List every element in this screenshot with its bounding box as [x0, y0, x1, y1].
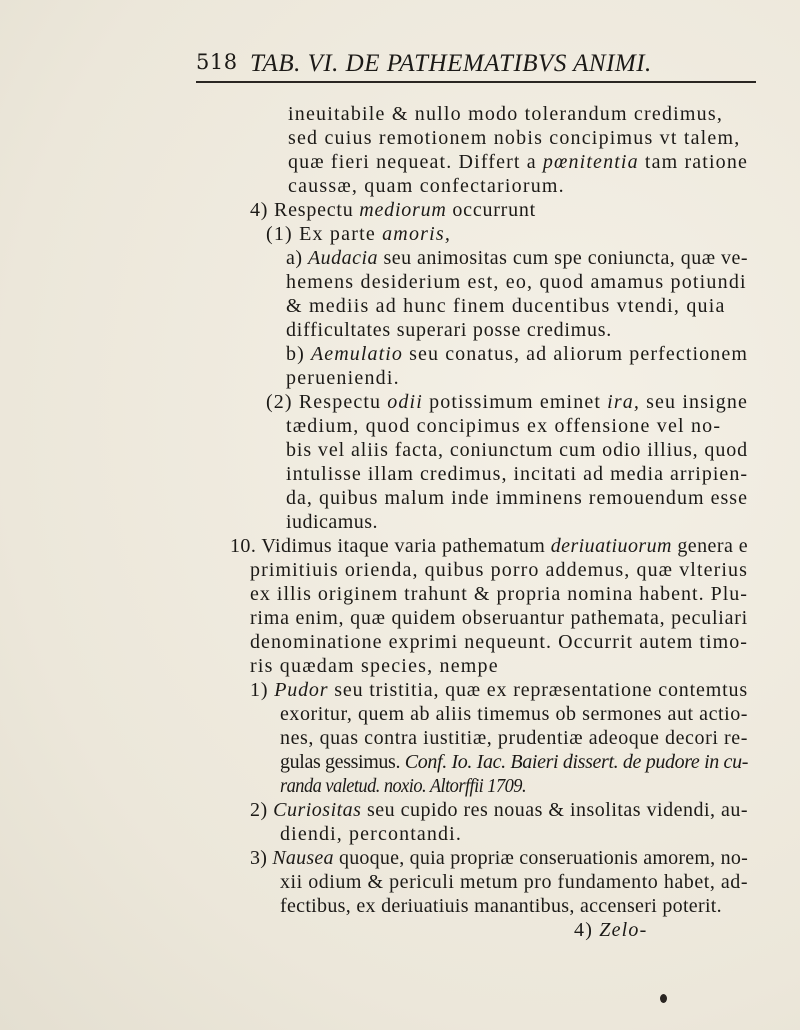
page-number: 518: [196, 50, 238, 74]
text-segment: seu conatus, ad aliorum perfectionem: [403, 343, 748, 365]
italic-text: ira,: [607, 391, 641, 413]
text-line: [286, 462, 748, 486]
text-line: [280, 750, 748, 774]
text-segment: quæ fieri nequeat. Differt a: [288, 151, 543, 173]
text-segment: seu cupido res nouas & insolitas videndi, au-: [361, 799, 749, 821]
text-segment: tædium, quod concipimus ex offensione vel no-: [286, 415, 722, 437]
text-line: [280, 870, 748, 894]
italic-text: Pudor: [274, 679, 329, 701]
text-line: [250, 558, 748, 582]
text-line: [280, 726, 748, 750]
text-line: [250, 846, 748, 870]
text-segment: ris quædam species, nempe: [250, 655, 499, 677]
text-segment: gulas gessimus.: [280, 751, 405, 773]
text-line: [286, 438, 748, 462]
text-segment: (2) Respectu: [266, 391, 388, 413]
text-segment: difficultates superari posse credimus.: [286, 319, 613, 341]
text-segment: tam ratione: [638, 151, 748, 173]
text-line: [574, 918, 647, 942]
text-segment: seu tristitia, quæ ex repræsentatione contemtus: [328, 679, 748, 701]
text-line: [286, 414, 721, 438]
text-segment: sed cuius remotionem nobis concipimus vt talem,: [288, 127, 741, 149]
header-title: TAB. VI. DE PATHEMATIBVS ANIMI.: [250, 50, 652, 77]
text-segment: & mediis ad hunc finem ducentibus vtendi, quia: [286, 295, 726, 317]
text-segment: 4) Respectu: [250, 199, 360, 221]
text-segment: primitiuis orienda, quibus porro addemus, quæ vlterius: [250, 559, 748, 581]
text-segment: 4): [574, 919, 600, 941]
italic-text: randa valetud. noxio. Altorffii 1709.: [280, 775, 527, 797]
italic-text: Zelo-: [599, 919, 648, 941]
italic-text: Curiositas: [273, 799, 362, 821]
text-line: [286, 342, 748, 366]
text-segment: 3): [250, 847, 273, 869]
text-segment: seu insigne: [640, 391, 748, 413]
text-line: [250, 630, 748, 654]
text-segment: 10. Vidimus itaque varia pathematum: [230, 535, 551, 557]
text-segment: caussæ, quam confectariorum.: [288, 175, 565, 197]
text-line: [286, 510, 378, 534]
text-line: [230, 534, 748, 558]
text-segment: 1): [250, 679, 275, 701]
text-segment: bis vel aliis facta, coniunctum cum odio illius, quod: [286, 439, 749, 461]
text-line: [280, 774, 526, 798]
text-line: [250, 654, 499, 678]
text-line: [280, 894, 722, 918]
text-segment: intulisse illam credimus, incitati ad media arripien-: [286, 463, 749, 485]
italic-text: Nausea: [272, 847, 334, 869]
text-line: [286, 270, 747, 294]
text-line: [286, 294, 726, 318]
italic-text: odii: [387, 391, 423, 413]
text-segment: exoritur, quem ab aliis timemus ob sermones aut actio-: [280, 703, 748, 725]
text-segment: occurrunt: [446, 199, 537, 221]
italic-text: Aemulatio: [310, 343, 404, 365]
text-line: [288, 102, 723, 126]
text-line: [266, 390, 748, 414]
text-segment: fectibus, ex deriuatiuis manantibus, accenseri poterit.: [280, 895, 722, 917]
italic-text: mediorum: [359, 199, 447, 221]
text-line: [266, 222, 451, 246]
text-line: [288, 174, 565, 198]
text-line: [286, 318, 612, 342]
header-rule: [196, 81, 756, 83]
text-segment: b): [286, 343, 311, 365]
text-segment: diendi, percontandi.: [280, 823, 462, 845]
ink-spot: [660, 994, 667, 1003]
text-segment: nes, quas contra iustitiæ, prudentiæ adeoque decori re-: [280, 727, 748, 749]
text-line: [250, 678, 748, 702]
text-line: [286, 486, 748, 510]
text-line: [288, 126, 740, 150]
italic-text: Audacia: [307, 247, 378, 269]
text-segment: da, quibus malum inde imminens remouendum esse: [286, 487, 748, 509]
text-segment: hemens desiderium est, eo, quod amamus potiundi: [286, 271, 747, 293]
italic-text: pœnitentia: [542, 151, 639, 173]
text-segment: a): [286, 247, 308, 269]
text-line: [280, 702, 748, 726]
text-segment: seu animositas cum spe coniuncta, quæ ve-: [377, 247, 748, 269]
text-segment: genera e: [671, 535, 749, 557]
text-line: [250, 606, 748, 630]
text-segment: iudicamus.: [286, 511, 378, 533]
text-segment: 2): [250, 799, 274, 821]
text-segment: xii odium & periculi metum pro fundamento habet, ad-: [280, 871, 749, 893]
text-line: [250, 198, 536, 222]
text-segment: denominatione exprimi nequeunt. Occurrit autem timo-: [250, 631, 749, 653]
text-line: [250, 582, 748, 606]
text-segment: ex illis originem trahunt & propria nomina habent. Plu-: [250, 583, 748, 605]
text-segment: quoque, quia propriæ conseruationis amorem, no-: [333, 847, 748, 869]
text-segment: ineuitabile & nullo modo tolerandum credimus,: [288, 103, 724, 125]
text-segment: potissimum eminet: [422, 391, 608, 413]
text-line: [288, 150, 748, 174]
running-header: [196, 50, 756, 80]
italic-text: amoris,: [382, 223, 452, 245]
text-line: [286, 366, 400, 390]
text-line: [280, 822, 462, 846]
italic-text: Conf. Io. Iac. Baieri dissert. de pudore in cu-: [404, 751, 749, 773]
text-segment: perueniendi.: [286, 367, 400, 389]
italic-text: deriuatiuorum: [550, 535, 672, 557]
text-segment: (1) Ex parte: [266, 223, 383, 245]
text-line: [250, 798, 748, 822]
text-line: [286, 246, 748, 270]
text-segment: rima enim, quæ quidem obseruantur pathemata, peculiari: [250, 607, 748, 629]
